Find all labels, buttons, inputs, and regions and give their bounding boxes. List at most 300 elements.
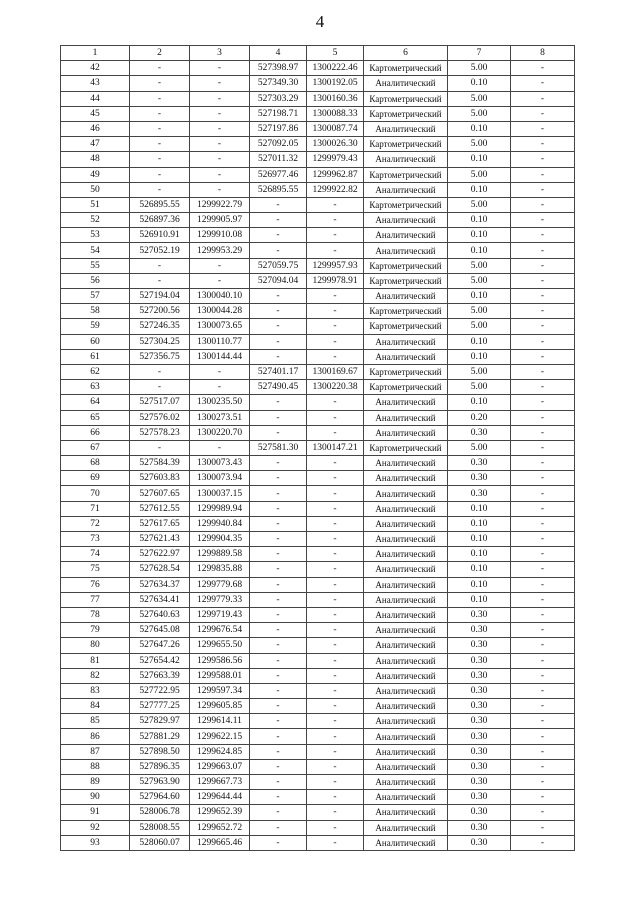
table-row: [61, 714, 575, 729]
coord-y-old-cell: 1299962.87: [307, 167, 364, 182]
coord-y-old-cell: 1299957.93: [307, 258, 364, 273]
table-row: [61, 61, 575, 76]
accuracy-cell: 0.10: [448, 228, 511, 243]
coord-x-old-cell: 527398.97: [250, 61, 307, 76]
coord-x-new-cell: 527628.54: [130, 562, 190, 577]
coord-x-new-cell: 527194.04: [130, 289, 190, 304]
method-cell: Картометрический: [364, 440, 448, 455]
coord-y-new-cell: 1300110.77: [190, 334, 250, 349]
table-row: [61, 790, 575, 805]
note-cell: -: [511, 319, 575, 334]
coord-x-new-cell: 527356.75: [130, 349, 190, 364]
coord-y-old-cell: -: [307, 532, 364, 547]
coord-y-new-cell: 1300073.65: [190, 319, 250, 334]
note-cell: -: [511, 364, 575, 379]
coord-y-new-cell: -: [190, 273, 250, 288]
coord-y-new-cell: 1299652.39: [190, 805, 250, 820]
coord-y-new-cell: 1299614.11: [190, 714, 250, 729]
coord-y-new-cell: 1299652.72: [190, 820, 250, 835]
coord-x-new-cell: 527517.07: [130, 395, 190, 410]
coord-y-old-cell: 1300088.33: [307, 106, 364, 121]
coord-x-old-cell: -: [250, 486, 307, 501]
point-number-cell: 87: [61, 744, 130, 759]
accuracy-cell: 5.00: [448, 258, 511, 273]
coord-x-new-cell: -: [130, 364, 190, 379]
accuracy-cell: 0.30: [448, 607, 511, 622]
method-cell: Аналитический: [364, 532, 448, 547]
table-row: [61, 775, 575, 790]
table-row: [61, 683, 575, 698]
coord-y-old-cell: 1300222.46: [307, 61, 364, 76]
method-cell: Аналитический: [364, 623, 448, 638]
note-cell: -: [511, 516, 575, 531]
coord-y-new-cell: -: [190, 440, 250, 455]
table-row: [61, 501, 575, 516]
method-cell: Аналитический: [364, 562, 448, 577]
method-cell: Аналитический: [364, 805, 448, 820]
accuracy-cell: 0.30: [448, 699, 511, 714]
method-cell: Аналитический: [364, 456, 448, 471]
method-cell: Аналитический: [364, 592, 448, 607]
method-cell: Аналитический: [364, 501, 448, 516]
coord-y-old-cell: -: [307, 228, 364, 243]
point-number-cell: 65: [61, 410, 130, 425]
coord-y-new-cell: 1300037.15: [190, 486, 250, 501]
accuracy-cell: 0.30: [448, 790, 511, 805]
coord-x-old-cell: -: [250, 623, 307, 638]
point-number-cell: 88: [61, 759, 130, 774]
accuracy-cell: 0.10: [448, 243, 511, 258]
note-cell: -: [511, 152, 575, 167]
column-header: 7: [448, 46, 511, 61]
coord-y-new-cell: -: [190, 380, 250, 395]
accuracy-cell: 0.20: [448, 410, 511, 425]
point-number-cell: 83: [61, 683, 130, 698]
note-cell: -: [511, 228, 575, 243]
method-cell: Картометрический: [364, 61, 448, 76]
table-row: [61, 592, 575, 607]
coord-x-new-cell: 527777.25: [130, 699, 190, 714]
coord-x-old-cell: -: [250, 516, 307, 531]
method-cell: Аналитический: [364, 835, 448, 850]
table-row: [61, 547, 575, 562]
column-header: 1: [61, 46, 130, 61]
coord-x-new-cell: 528006.78: [130, 805, 190, 820]
table-row: [61, 744, 575, 759]
coord-x-new-cell: 527052.19: [130, 243, 190, 258]
note-cell: -: [511, 607, 575, 622]
coord-x-new-cell: -: [130, 152, 190, 167]
method-cell: Аналитический: [364, 228, 448, 243]
accuracy-cell: 0.10: [448, 562, 511, 577]
point-number-cell: 66: [61, 425, 130, 440]
coord-x-new-cell: 527607.65: [130, 486, 190, 501]
coord-x-new-cell: 527663.39: [130, 668, 190, 683]
column-header: 5: [307, 46, 364, 61]
accuracy-cell: 0.30: [448, 759, 511, 774]
method-cell: Аналитический: [364, 471, 448, 486]
point-number-cell: 75: [61, 562, 130, 577]
coord-y-new-cell: 1299663.07: [190, 759, 250, 774]
accuracy-cell: 5.00: [448, 106, 511, 121]
point-number-cell: 68: [61, 456, 130, 471]
coord-x-new-cell: 527634.37: [130, 577, 190, 592]
accuracy-cell: 0.10: [448, 121, 511, 136]
table-row: [61, 562, 575, 577]
point-number-cell: 72: [61, 516, 130, 531]
method-cell: Аналитический: [364, 759, 448, 774]
coord-x-new-cell: 527617.65: [130, 516, 190, 531]
coord-y-new-cell: 1299940.84: [190, 516, 250, 531]
method-cell: Аналитический: [364, 425, 448, 440]
point-number-cell: 82: [61, 668, 130, 683]
table-row: [61, 197, 575, 212]
coord-y-new-cell: -: [190, 258, 250, 273]
method-cell: Картометрический: [364, 319, 448, 334]
note-cell: -: [511, 289, 575, 304]
point-number-cell: 89: [61, 775, 130, 790]
coord-x-old-cell: -: [250, 668, 307, 683]
table-row: [61, 699, 575, 714]
column-header: 2: [130, 46, 190, 61]
coord-x-old-cell: -: [250, 532, 307, 547]
point-number-cell: 85: [61, 714, 130, 729]
note-cell: -: [511, 759, 575, 774]
point-number-cell: 57: [61, 289, 130, 304]
coord-x-old-cell: -: [250, 471, 307, 486]
coord-x-old-cell: 526895.55: [250, 182, 307, 197]
coord-y-new-cell: 1300220.70: [190, 425, 250, 440]
coord-y-old-cell: -: [307, 653, 364, 668]
method-cell: Картометрический: [364, 364, 448, 379]
coord-x-new-cell: -: [130, 91, 190, 106]
coord-y-new-cell: 1299624.85: [190, 744, 250, 759]
coord-x-new-cell: 527576.02: [130, 410, 190, 425]
note-cell: -: [511, 273, 575, 288]
coord-y-new-cell: -: [190, 364, 250, 379]
coord-x-new-cell: -: [130, 182, 190, 197]
accuracy-cell: 0.10: [448, 501, 511, 516]
point-number-cell: 73: [61, 532, 130, 547]
coord-y-new-cell: 1299922.79: [190, 197, 250, 212]
method-cell: Аналитический: [364, 395, 448, 410]
coord-x-old-cell: -: [250, 349, 307, 364]
accuracy-cell: 0.30: [448, 653, 511, 668]
coord-x-old-cell: -: [250, 213, 307, 228]
coord-y-old-cell: -: [307, 213, 364, 228]
coord-x-old-cell: -: [250, 289, 307, 304]
coord-x-old-cell: 527059.75: [250, 258, 307, 273]
accuracy-cell: 0.10: [448, 213, 511, 228]
method-cell: Аналитический: [364, 243, 448, 258]
coord-x-old-cell: -: [250, 577, 307, 592]
coord-y-old-cell: -: [307, 547, 364, 562]
coord-y-new-cell: 1300235.50: [190, 395, 250, 410]
table-row: [61, 653, 575, 668]
coord-y-new-cell: -: [190, 76, 250, 91]
method-cell: Картометрический: [364, 91, 448, 106]
coord-y-old-cell: -: [307, 304, 364, 319]
coord-x-new-cell: 527896.35: [130, 759, 190, 774]
coord-y-old-cell: 1299978.91: [307, 273, 364, 288]
method-cell: Аналитический: [364, 76, 448, 91]
method-cell: Картометрический: [364, 258, 448, 273]
coord-x-old-cell: -: [250, 547, 307, 562]
coord-y-old-cell: 1299979.43: [307, 152, 364, 167]
column-header: 8: [511, 46, 575, 61]
note-cell: -: [511, 835, 575, 850]
coord-y-old-cell: -: [307, 471, 364, 486]
coord-x-old-cell: 527349.30: [250, 76, 307, 91]
coord-x-new-cell: -: [130, 380, 190, 395]
coord-y-old-cell: -: [307, 775, 364, 790]
accuracy-cell: 0.30: [448, 775, 511, 790]
table-row: [61, 759, 575, 774]
coord-y-new-cell: 1299835.88: [190, 562, 250, 577]
note-cell: -: [511, 106, 575, 121]
point-number-cell: 59: [61, 319, 130, 334]
coord-y-new-cell: -: [190, 121, 250, 136]
note-cell: -: [511, 213, 575, 228]
note-cell: -: [511, 623, 575, 638]
column-header: 6: [364, 46, 448, 61]
point-number-cell: 91: [61, 805, 130, 820]
coord-x-old-cell: -: [250, 562, 307, 577]
accuracy-cell: 0.30: [448, 425, 511, 440]
table-row: [61, 258, 575, 273]
method-cell: Аналитический: [364, 182, 448, 197]
accuracy-cell: 0.30: [448, 456, 511, 471]
accuracy-cell: 0.30: [448, 638, 511, 653]
accuracy-cell: 0.10: [448, 532, 511, 547]
method-cell: Аналитический: [364, 638, 448, 653]
coord-y-new-cell: 1299644.44: [190, 790, 250, 805]
coord-x-old-cell: 527197.86: [250, 121, 307, 136]
coord-y-old-cell: -: [307, 835, 364, 850]
coord-x-old-cell: -: [250, 653, 307, 668]
coord-y-old-cell: 1300160.36: [307, 91, 364, 106]
coord-y-old-cell: -: [307, 805, 364, 820]
note-cell: -: [511, 820, 575, 835]
table-row: [61, 577, 575, 592]
method-cell: Аналитический: [364, 349, 448, 364]
accuracy-cell: 0.10: [448, 76, 511, 91]
coord-y-old-cell: -: [307, 714, 364, 729]
coord-x-old-cell: -: [250, 729, 307, 744]
note-cell: -: [511, 91, 575, 106]
method-cell: Аналитический: [364, 547, 448, 562]
coord-x-old-cell: 527303.29: [250, 91, 307, 106]
table-row: [61, 76, 575, 91]
coord-x-new-cell: 526895.55: [130, 197, 190, 212]
coord-x-old-cell: -: [250, 456, 307, 471]
table-row: [61, 243, 575, 258]
coordinates-table: [60, 45, 575, 851]
point-number-cell: 79: [61, 623, 130, 638]
method-cell: Аналитический: [364, 213, 448, 228]
table-row: [61, 668, 575, 683]
note-cell: -: [511, 334, 575, 349]
note-cell: -: [511, 486, 575, 501]
note-cell: -: [511, 532, 575, 547]
coord-x-old-cell: 527490.45: [250, 380, 307, 395]
coord-x-new-cell: 527603.83: [130, 471, 190, 486]
coord-x-old-cell: -: [250, 592, 307, 607]
method-cell: Аналитический: [364, 744, 448, 759]
table-row: [61, 380, 575, 395]
coord-x-new-cell: 527246.35: [130, 319, 190, 334]
coord-y-new-cell: 1299597.34: [190, 683, 250, 698]
table-row: [61, 410, 575, 425]
table-row: [61, 121, 575, 136]
accuracy-cell: 0.30: [448, 820, 511, 835]
accuracy-cell: 0.10: [448, 182, 511, 197]
table-row: [61, 425, 575, 440]
point-number-cell: 51: [61, 197, 130, 212]
accuracy-cell: 0.30: [448, 471, 511, 486]
coord-y-old-cell: -: [307, 289, 364, 304]
coord-y-new-cell: 1299905.97: [190, 213, 250, 228]
coord-x-old-cell: -: [250, 197, 307, 212]
note-cell: -: [511, 76, 575, 91]
coord-y-new-cell: 1299622.15: [190, 729, 250, 744]
note-cell: -: [511, 425, 575, 440]
point-number-cell: 56: [61, 273, 130, 288]
method-cell: Аналитический: [364, 714, 448, 729]
point-number-cell: 86: [61, 729, 130, 744]
method-cell: Аналитический: [364, 790, 448, 805]
accuracy-cell: 5.00: [448, 137, 511, 152]
coord-x-new-cell: -: [130, 273, 190, 288]
coord-x-old-cell: -: [250, 805, 307, 820]
coord-y-new-cell: -: [190, 61, 250, 76]
accuracy-cell: 5.00: [448, 91, 511, 106]
coord-x-new-cell: -: [130, 440, 190, 455]
column-header: 4: [250, 46, 307, 61]
coord-x-new-cell: -: [130, 167, 190, 182]
coord-x-old-cell: -: [250, 228, 307, 243]
note-cell: -: [511, 167, 575, 182]
coord-y-old-cell: -: [307, 729, 364, 744]
table-row: [61, 349, 575, 364]
coord-y-new-cell: 1299904.35: [190, 532, 250, 547]
table-row: [61, 471, 575, 486]
note-cell: -: [511, 775, 575, 790]
coord-y-new-cell: -: [190, 182, 250, 197]
method-cell: Картометрический: [364, 197, 448, 212]
coord-x-old-cell: -: [250, 304, 307, 319]
coord-x-old-cell: -: [250, 607, 307, 622]
coord-y-new-cell: 1300273.51: [190, 410, 250, 425]
coord-y-old-cell: -: [307, 410, 364, 425]
method-cell: Аналитический: [364, 683, 448, 698]
table-row: [61, 395, 575, 410]
coord-y-new-cell: 1300040.10: [190, 289, 250, 304]
accuracy-cell: 5.00: [448, 319, 511, 334]
coord-y-new-cell: -: [190, 167, 250, 182]
accuracy-cell: 0.10: [448, 577, 511, 592]
point-number-cell: 90: [61, 790, 130, 805]
coord-y-old-cell: -: [307, 577, 364, 592]
coord-y-old-cell: -: [307, 744, 364, 759]
coord-x-old-cell: -: [250, 744, 307, 759]
note-cell: -: [511, 790, 575, 805]
coord-y-new-cell: 1299889.58: [190, 547, 250, 562]
coord-x-old-cell: -: [250, 820, 307, 835]
method-cell: Аналитический: [364, 410, 448, 425]
note-cell: -: [511, 258, 575, 273]
coord-x-new-cell: 526910.91: [130, 228, 190, 243]
method-cell: Аналитический: [364, 334, 448, 349]
coord-y-new-cell: 1299719.43: [190, 607, 250, 622]
coord-x-new-cell: -: [130, 61, 190, 76]
coord-y-old-cell: 1300087.74: [307, 121, 364, 136]
coord-x-old-cell: 527092.05: [250, 137, 307, 152]
note-cell: -: [511, 653, 575, 668]
point-number-cell: 52: [61, 213, 130, 228]
point-number-cell: 81: [61, 653, 130, 668]
column-header: 3: [190, 46, 250, 61]
accuracy-cell: 0.10: [448, 349, 511, 364]
point-number-cell: 63: [61, 380, 130, 395]
coord-x-new-cell: 527647.26: [130, 638, 190, 653]
accuracy-cell: 0.30: [448, 486, 511, 501]
point-number-cell: 84: [61, 699, 130, 714]
coord-x-old-cell: 527094.04: [250, 273, 307, 288]
point-number-cell: 45: [61, 106, 130, 121]
point-number-cell: 78: [61, 607, 130, 622]
note-cell: -: [511, 243, 575, 258]
table-row: [61, 516, 575, 531]
note-cell: -: [511, 121, 575, 136]
note-cell: -: [511, 683, 575, 698]
note-cell: -: [511, 805, 575, 820]
coord-x-old-cell: 527581.30: [250, 440, 307, 455]
method-cell: Аналитический: [364, 289, 448, 304]
table-row: [61, 319, 575, 334]
note-cell: -: [511, 456, 575, 471]
header-row: [61, 46, 575, 61]
coord-x-new-cell: 527612.55: [130, 501, 190, 516]
note-cell: -: [511, 395, 575, 410]
table-row: [61, 273, 575, 288]
coord-y-old-cell: -: [307, 319, 364, 334]
method-cell: Картометрический: [364, 167, 448, 182]
coord-x-old-cell: -: [250, 699, 307, 714]
coord-x-old-cell: 526977.46: [250, 167, 307, 182]
coord-y-new-cell: 1299586.56: [190, 653, 250, 668]
method-cell: Аналитический: [364, 486, 448, 501]
note-cell: -: [511, 714, 575, 729]
table-row: [61, 228, 575, 243]
coord-y-new-cell: 1299910.08: [190, 228, 250, 243]
note-cell: -: [511, 699, 575, 714]
coord-x-new-cell: -: [130, 258, 190, 273]
accuracy-cell: 0.30: [448, 805, 511, 820]
table-row: [61, 532, 575, 547]
coord-x-new-cell: -: [130, 137, 190, 152]
coord-y-old-cell: -: [307, 683, 364, 698]
coord-y-old-cell: -: [307, 668, 364, 683]
accuracy-cell: 5.00: [448, 273, 511, 288]
coord-y-new-cell: 1300073.43: [190, 456, 250, 471]
coord-x-new-cell: 527645.08: [130, 623, 190, 638]
table-row: [61, 805, 575, 820]
method-cell: Аналитический: [364, 668, 448, 683]
accuracy-cell: 0.10: [448, 516, 511, 531]
coord-y-old-cell: 1300026.30: [307, 137, 364, 152]
coord-y-new-cell: 1299665.46: [190, 835, 250, 850]
